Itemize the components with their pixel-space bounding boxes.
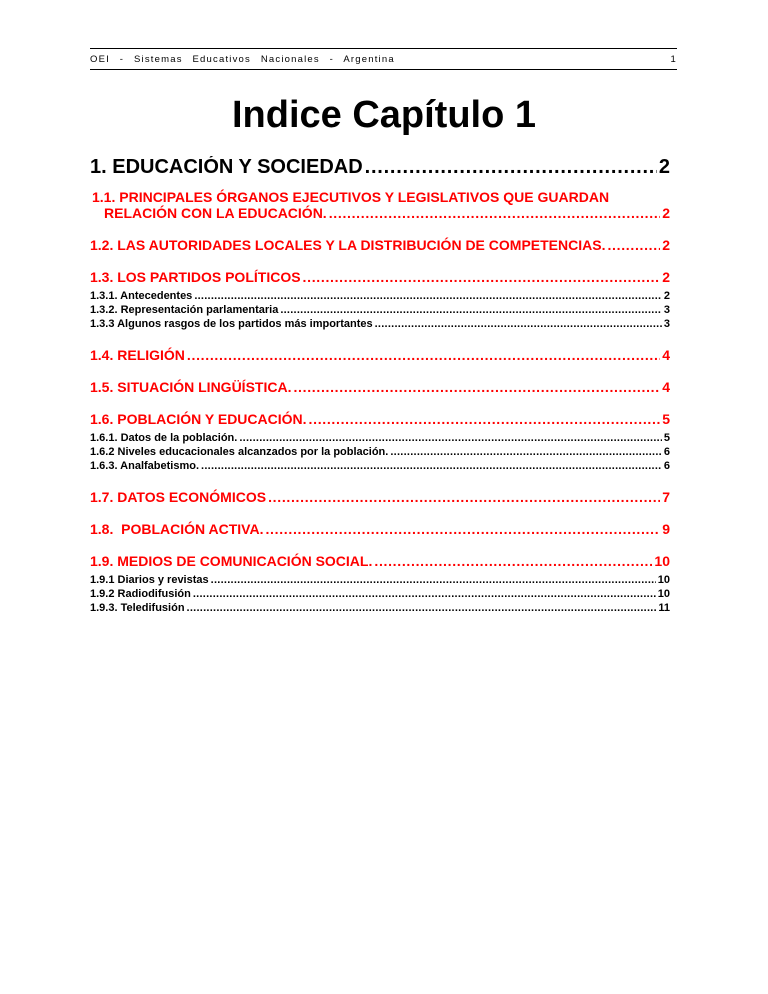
header-title: OEI - Sistemas Educativos Nacionales - Argentina: [90, 53, 395, 65]
toc-subentry[interactable]: [90, 573, 670, 587]
dot-leader: [390, 445, 662, 459]
toc-entry-1-3[interactable]: [90, 269, 670, 285]
toc-subentry-page: 5: [663, 432, 670, 444]
dot-leader: [265, 521, 660, 537]
header-bottom-rule: [90, 69, 677, 70]
toc-entry-1-4[interactable]: [90, 347, 670, 363]
dot-leader: [194, 289, 662, 303]
toc-subentries-1-3: [90, 289, 670, 331]
toc-subentry-page: 6: [663, 446, 670, 458]
toc-entry-page: 7: [662, 489, 670, 505]
toc-subentries-1-6: [90, 431, 670, 473]
toc-subentry[interactable]: [90, 317, 670, 331]
toc-subentry[interactable]: [90, 601, 670, 615]
dot-leader: [607, 237, 660, 253]
toc-entry-page: 2: [662, 205, 670, 221]
dot-leader: [239, 431, 662, 445]
toc-subentry[interactable]: [90, 459, 670, 473]
toc-entry-page: 2: [662, 269, 670, 285]
toc-entry-1-6[interactable]: [90, 411, 670, 427]
toc-subentry-label: 1.3.3 Algunos rasgos de los partidos más importantes: [90, 318, 373, 330]
dot-leader: [201, 459, 662, 473]
toc-entry-1-1[interactable]: [90, 189, 670, 221]
toc-entry-1-9[interactable]: [90, 553, 670, 569]
toc-entry-label: 1.5. SITUACIÓN LINGÜÍSTICA.: [90, 379, 292, 395]
toc-subentry-page: 10: [657, 588, 670, 600]
toc-entry-page: 2: [658, 156, 670, 178]
toc-subentries-1-9: [90, 573, 670, 615]
toc-subentry-page: 2: [663, 290, 670, 302]
toc-subentry-label: 1.3.1. Antecedentes: [90, 290, 193, 302]
dot-leader: [365, 156, 657, 179]
dot-leader: [280, 303, 662, 317]
toc-subentry[interactable]: [90, 445, 670, 459]
toc-subentry-label: 1.6.1. Datos de la población.: [90, 432, 238, 444]
dot-leader: [187, 601, 657, 615]
toc-entry-1-7[interactable]: [90, 489, 670, 505]
toc-subentry-label: 1.6.2 Niveles educacionales alcanzados por la población.: [90, 446, 389, 458]
dot-leader: [375, 317, 662, 331]
toc-entry-page: 10: [654, 553, 670, 569]
toc-subentry-page: 6: [663, 460, 670, 472]
toc-entry-label: 1.7. DATOS ECONÓMICOS: [90, 489, 267, 505]
toc-entry-page: 4: [662, 379, 670, 395]
toc-subentry-page: 3: [663, 318, 670, 330]
dot-leader: [293, 379, 660, 395]
toc-subentry-label: 1.6.3. Analfabetismo.: [90, 460, 200, 472]
dot-leader: [193, 587, 656, 601]
toc-entry-page: 2: [662, 237, 670, 253]
toc-entry-label-line1: 1.1. PRINCIPALES ÓRGANOS EJECUTIVOS Y LEGISLATIVOS QUE GUARDAN: [92, 189, 610, 205]
toc-subentry-page: 11: [658, 602, 670, 614]
page-title: Indice Capítulo 1: [231, 94, 537, 136]
toc-entry-page: 5: [662, 411, 670, 427]
toc-chapter-entry[interactable]: [90, 156, 670, 179]
toc-subentry-label: 1.9.1 Diarios y revistas: [90, 574, 209, 586]
header-page-number: 1: [670, 53, 677, 65]
dot-leader: [309, 411, 661, 427]
toc-subentry[interactable]: [90, 289, 670, 303]
toc-entry-1-8[interactable]: [90, 521, 670, 537]
dot-leader: [303, 269, 661, 285]
dot-leader: [329, 205, 661, 221]
running-header: [90, 48, 677, 70]
toc-entry-page: 4: [662, 347, 670, 363]
toc-entry-label: 1.4. RELIGIÓN: [90, 347, 185, 363]
dot-leader: [211, 573, 656, 587]
toc-entry-label: 1.6. POBLACIÓN Y EDUCACIÓN.: [90, 411, 307, 427]
toc-subentry[interactable]: [90, 587, 670, 601]
dot-leader: [268, 489, 660, 505]
toc-entry-label-line2: RELACIÓN CON LA EDUCACIÓN.: [104, 205, 327, 221]
toc-subentry[interactable]: [90, 303, 670, 317]
toc-entry-label: 1.9. MEDIOS DE COMUNICACIÓN SOCIAL.: [90, 553, 373, 569]
toc-entry-page: 9: [662, 521, 670, 537]
toc-entry-label: 1.8. POBLACIÓN ACTIVA.: [90, 521, 264, 537]
dot-leader: [374, 553, 652, 569]
toc-entry-label: 1. EDUCACIÓN Y SOCIEDAD: [90, 156, 363, 178]
toc-subentry-label: 1.9.2 Radiodifusión: [90, 588, 191, 600]
toc-subentry-page: 10: [657, 574, 670, 586]
table-of-contents: [90, 156, 670, 615]
toc-subentry-label: 1.3.2. Representación parlamentaria: [90, 304, 279, 316]
toc-subentry-label: 1.9.3. Teledifusión: [90, 602, 185, 614]
toc-subentry-page: 3: [663, 304, 670, 316]
dot-leader: [187, 347, 660, 363]
toc-entry-label: 1.2. LAS AUTORIDADES LOCALES Y LA DISTRIBUCIÓN DE COMPETENCIAS.: [90, 237, 606, 253]
toc-entry-1-2[interactable]: [90, 237, 670, 253]
toc-entry-1-5[interactable]: [90, 379, 670, 395]
toc-subentry[interactable]: [90, 431, 670, 445]
toc-entry-label: 1.3. LOS PARTIDOS POLÍTICOS: [90, 269, 301, 285]
